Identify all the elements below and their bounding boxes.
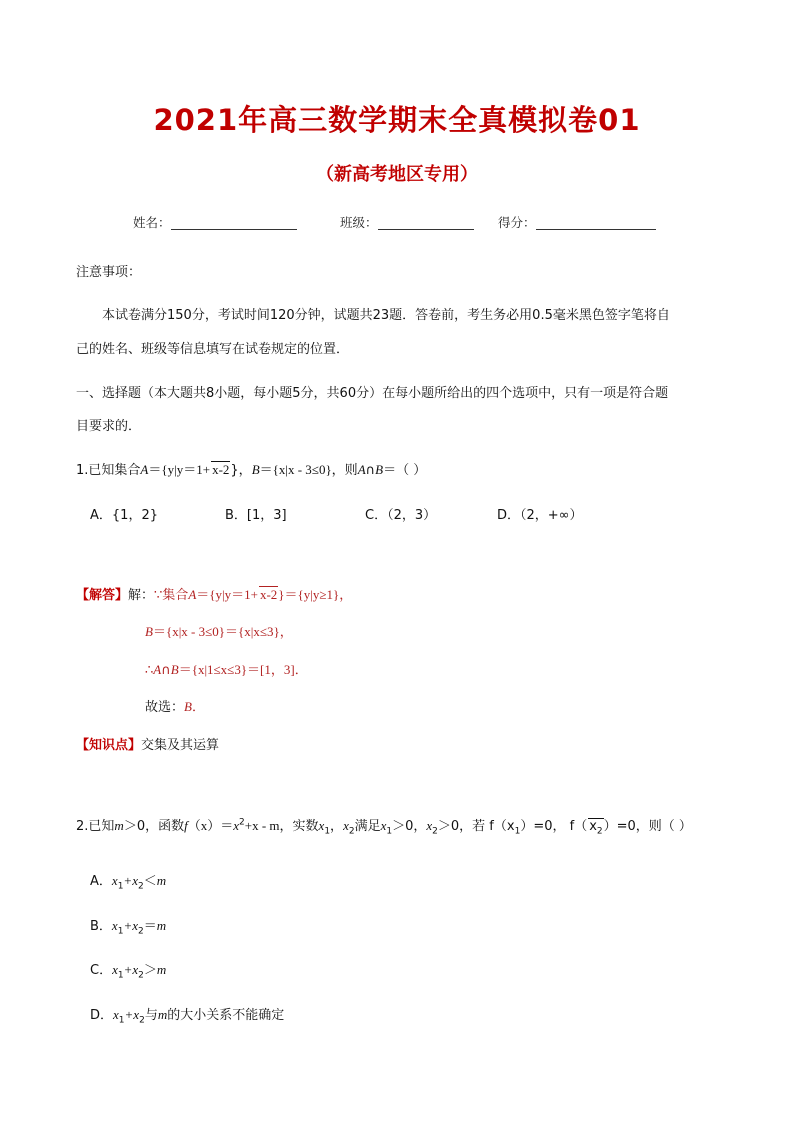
question-2-option-a[interactable] [90, 870, 166, 892]
option-letter: D． [497, 508, 521, 523]
stem-text: ＞0，若 f（x [437, 819, 515, 834]
page-title: 2021年高三数学期末全真模拟卷01 [153, 103, 641, 137]
subscript: 1 [118, 1015, 125, 1026]
var-x: x [111, 918, 118, 933]
var-x: +x [123, 918, 138, 933]
option-letter: B． [90, 919, 112, 934]
var-m: m [114, 818, 124, 833]
subscript: 1 [117, 926, 124, 937]
var-x: x [426, 818, 433, 833]
page-subtitle: （新高考地区专用） [316, 164, 478, 185]
knowledge-tag: 【知识点】 [76, 738, 142, 753]
stem-text: （x）＝ [187, 818, 234, 833]
question-1-option-b[interactable] [225, 504, 287, 523]
var-m: m [156, 918, 167, 933]
relation: ＜ [143, 874, 157, 889]
score-label: 得分： [498, 215, 536, 230]
var-x: x [113, 1007, 119, 1022]
relation: 与 [144, 1008, 158, 1023]
stem-text: 满足 [354, 819, 381, 834]
var-x: +x [123, 962, 139, 977]
subscript: 2 [348, 826, 355, 837]
notice-heading: 注意事项： [76, 265, 142, 280]
answer-line-2 [145, 621, 293, 640]
stem-text: +x - m，实数 [244, 818, 319, 833]
question-2-option-c[interactable] [90, 959, 166, 981]
class-field[interactable] [340, 213, 474, 231]
var-x: +x [123, 873, 138, 888]
notice-line-1: 本试卷满分150分，考试时间120分钟，试题共23题．答卷前，考生务必用0.5毫米黑色签字笔将自 [102, 308, 670, 323]
stem-text: ＞0， [392, 819, 427, 834]
set-b-def: ＝{x|x - 3≤0}，则 [259, 462, 358, 477]
option-letter: C． [365, 508, 388, 523]
ask-set-a: A [357, 462, 366, 477]
answer-lead: 解： [128, 588, 155, 603]
answer-var: A [188, 587, 197, 602]
set-a: A [140, 462, 149, 477]
subscript: 2 [596, 826, 603, 837]
answer-var: B [170, 662, 179, 677]
sqrt-radicand: x-2 [212, 462, 230, 477]
answer-tag: 【解答】 [76, 588, 129, 603]
option-letter: A． [90, 508, 112, 523]
answer-line-4 [145, 696, 205, 715]
score-blank[interactable] [536, 216, 656, 230]
relation: ＞ [143, 963, 157, 978]
stem-text: 已知 [88, 819, 115, 834]
answer-text: ＝{x|1≤x≤3}＝[1，3]． [178, 662, 308, 677]
class-blank[interactable] [378, 216, 474, 230]
var-m: m [156, 873, 167, 888]
ask-set-b: B [375, 462, 384, 477]
intersection-symbol: ∩ [161, 663, 171, 678]
stem-text: ）=0，则（ ） [603, 819, 692, 834]
stem-text: ＞0，函数 [123, 819, 185, 834]
var-x: x [112, 962, 118, 977]
question-2-stem [76, 815, 692, 837]
question-1-option-a[interactable] [90, 504, 158, 523]
answer-text: 故选： [145, 700, 185, 715]
var-x: x [318, 818, 325, 833]
section-heading-line-2: 目要求的． [76, 419, 142, 434]
knowledge-text: 交集及其运算 [141, 738, 220, 753]
option-text: （2，3） [387, 508, 437, 523]
var-x: x [111, 873, 118, 888]
set-b: B [251, 462, 260, 477]
class-label: 班级： [340, 215, 378, 230]
option-text: {1，2} [111, 508, 158, 523]
set-a-def: ＝{y|y＝1+ [148, 462, 211, 477]
option-text: （2，+∞） [520, 508, 583, 523]
answer-choice: B [184, 699, 192, 714]
subscript: 1 [117, 970, 124, 981]
subscript: 1 [386, 826, 393, 837]
answer-text: }＝{y|y≥1}， [278, 587, 353, 602]
subscript: 1 [514, 826, 521, 837]
question-number: 1. [76, 463, 89, 478]
stem-text: ， [330, 819, 344, 834]
question-1-option-d[interactable] [497, 504, 583, 523]
question-number: 2. [76, 819, 89, 834]
intersection-symbol: ∩ [365, 463, 376, 478]
subscript: 2 [138, 970, 144, 981]
name-field[interactable] [133, 213, 297, 231]
answer-parens: ＝（ ） [383, 463, 427, 478]
answer-var: B [145, 624, 153, 639]
subscript: 2 [432, 826, 438, 837]
option-text: [1，3] [246, 508, 287, 523]
set-a-end: }， [230, 463, 252, 478]
stem-text: ）=0， f（ [520, 819, 588, 834]
relation: ＝ [143, 919, 157, 934]
answer-var: A [153, 662, 162, 677]
var-f: f [184, 818, 188, 833]
option-letter: C． [90, 963, 113, 978]
var-m: m [157, 1007, 168, 1022]
var-x: x [380, 818, 387, 833]
answer-line-1 [76, 584, 352, 603]
exponent: 2 [239, 817, 245, 828]
question-2-option-b[interactable] [90, 915, 166, 937]
option-letter: A． [90, 874, 112, 889]
score-field[interactable] [498, 213, 656, 231]
subscript: 1 [324, 826, 331, 837]
answer-text: ． [191, 700, 205, 715]
answer-line-3 [145, 659, 308, 678]
subscript: 2 [137, 926, 144, 937]
subscript: 2 [137, 881, 144, 892]
option-text: 的大小关系不能确定 [167, 1008, 285, 1023]
answer-text: ＝{x|x - 3≤0}＝{x|x≤3}， [152, 624, 293, 639]
option-letter: D． [90, 1008, 114, 1023]
sqrt-radicand: x-2 [259, 587, 278, 602]
name-blank[interactable] [171, 216, 297, 230]
var-x: x [343, 818, 349, 833]
var-x: +x [124, 1007, 140, 1022]
name-label: 姓名： [133, 215, 171, 230]
knowledge-point [76, 734, 219, 753]
sqrt-radicand: x [589, 819, 597, 834]
var-m: m [156, 962, 167, 977]
answer-text: ∵集合 [154, 588, 189, 603]
question-2-option-d[interactable] [90, 1004, 284, 1026]
question-1-option-c[interactable] [365, 504, 436, 523]
answer-text: ＝{y|y＝1+ [196, 587, 258, 602]
subscript: 2 [139, 1015, 145, 1026]
option-letter: B． [225, 508, 247, 523]
answer-text: ∴ [145, 663, 154, 678]
stem-text: 已知集合 [88, 463, 141, 478]
subscript: 1 [117, 881, 124, 892]
question-1-stem [76, 459, 426, 478]
section-heading-line-1: 一、选择题（本大题共8小题，每小题5分，共60分）在每小题所给出的四个选项中，只有一项是符合题 [76, 386, 669, 401]
notice-line-2: 己的姓名、班级等信息填写在试卷规定的位置． [76, 342, 350, 357]
var-x: x [233, 818, 240, 833]
